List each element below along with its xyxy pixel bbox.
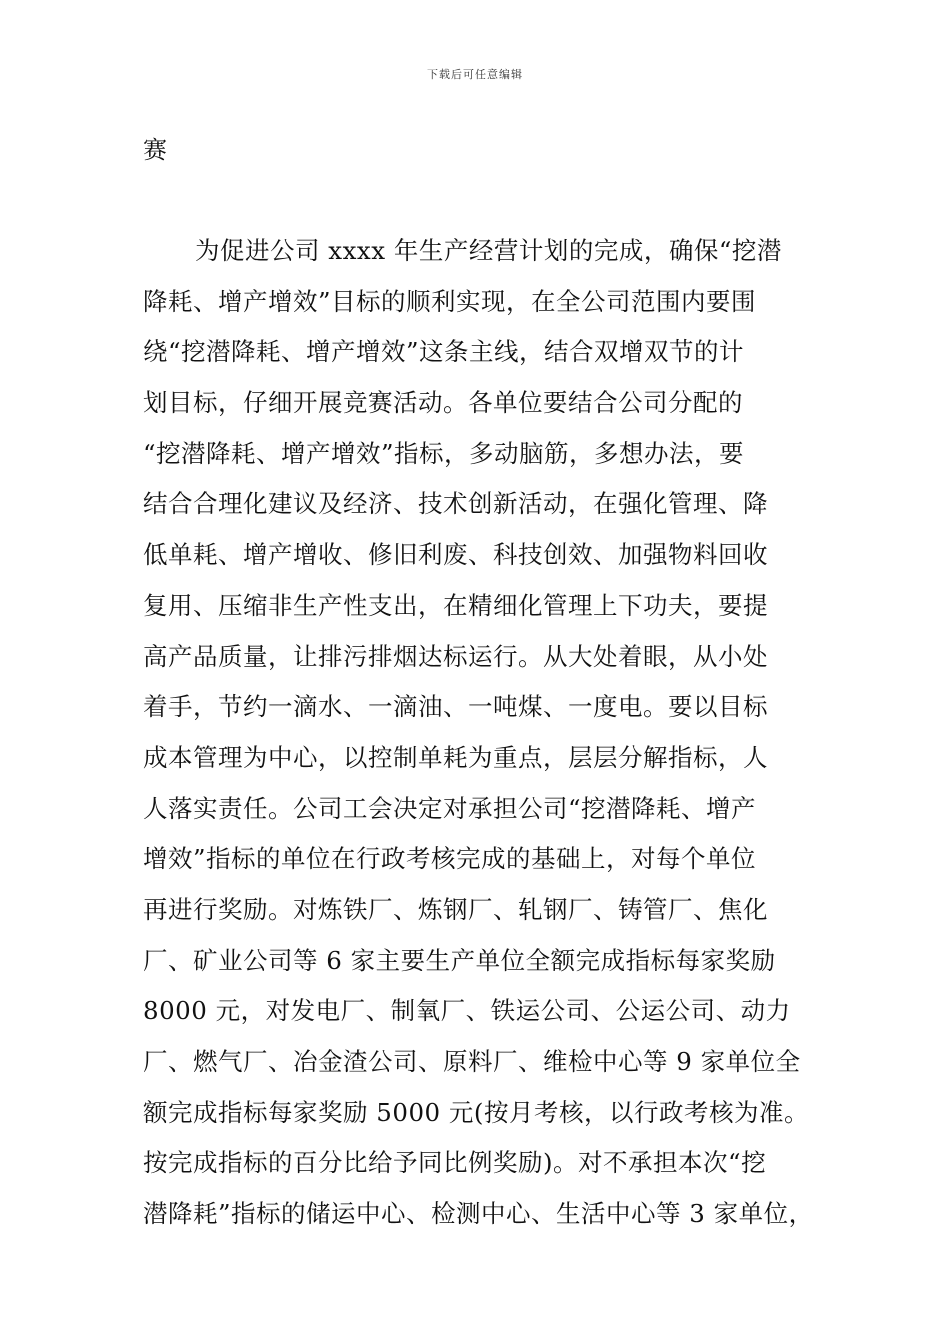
paragraph-line: 结合合理化建议及经济、技术创新活动，在强化管理、降: [143, 489, 768, 519]
paragraph-line: 绕“挖潜降耗、增产增效”这条主线，结合双增双节的计: [143, 337, 745, 367]
paragraph-line: 潜降耗”指标的储运中心、检测中心、生活中心等 3 家单位，: [143, 1199, 814, 1229]
paragraph-line: 成本管理为中心，以控制单耗为重点，层层分解指标，人: [143, 742, 768, 772]
paragraph-line: 降耗、增产增效”目标的顺利实现，在全公司范围内要围: [143, 286, 757, 316]
page-header-note: 下载后可任意编辑: [427, 68, 523, 81]
paragraph-line: 复用、压缩非生产性支出，在精细化管理上下功夫，要提: [143, 590, 768, 620]
paragraph-line: 厂、矿业公司等 6 家主要生产单位全额完成指标每家奖励: [143, 945, 776, 975]
body-paragraph: [143, 232, 813, 1246]
paragraph-line: 按完成指标的百分比给予同比例奖励)。对不承担本次“挖: [143, 1148, 767, 1178]
paragraph-line: 额完成指标每家奖励 5000 元(按月考核，以行政考核为准。: [143, 1097, 809, 1127]
paragraph-line: 厂、燃气厂、冶金渣公司、原料厂、维检中心等 9 家单位全: [143, 1047, 801, 1076]
paragraph-line: 划目标，仔细开展竞赛活动。各单位要结合公司分配的: [143, 388, 743, 418]
paragraph-line: 为促进公司 xxxx 年生产经营计划的完成，确保“挖潜: [195, 236, 782, 265]
paragraph-line: 人落实责任。公司工会决定对承担公司“挖潜降耗、增产: [143, 793, 757, 823]
heading-fragment: 赛: [143, 136, 167, 164]
paragraph-line: 再进行奖励。对炼铁厂、炼钢厂、轧钢厂、铸管厂、焦化: [143, 894, 768, 924]
paragraph-line: 着手，节约一滴水、一滴油、一吨煤、一度电。要以目标: [143, 692, 768, 722]
paragraph-line: 高产品质量，让排污排烟达标运行。从大处着眼，从小处: [143, 641, 768, 671]
paragraph-line: 低单耗、增产增收、修旧利废、科技创效、加强物料回收: [143, 540, 768, 570]
paragraph-line: 8000 元，对发电厂、制氧厂、铁运公司、公运公司、动力: [143, 996, 791, 1026]
paragraph-line: 增效”指标的单位在行政考核完成的基础上，对每个单位: [143, 844, 757, 874]
paragraph-line: “挖潜降耗、增产增效”指标，多动脑筋，多想办法，要: [143, 438, 745, 468]
